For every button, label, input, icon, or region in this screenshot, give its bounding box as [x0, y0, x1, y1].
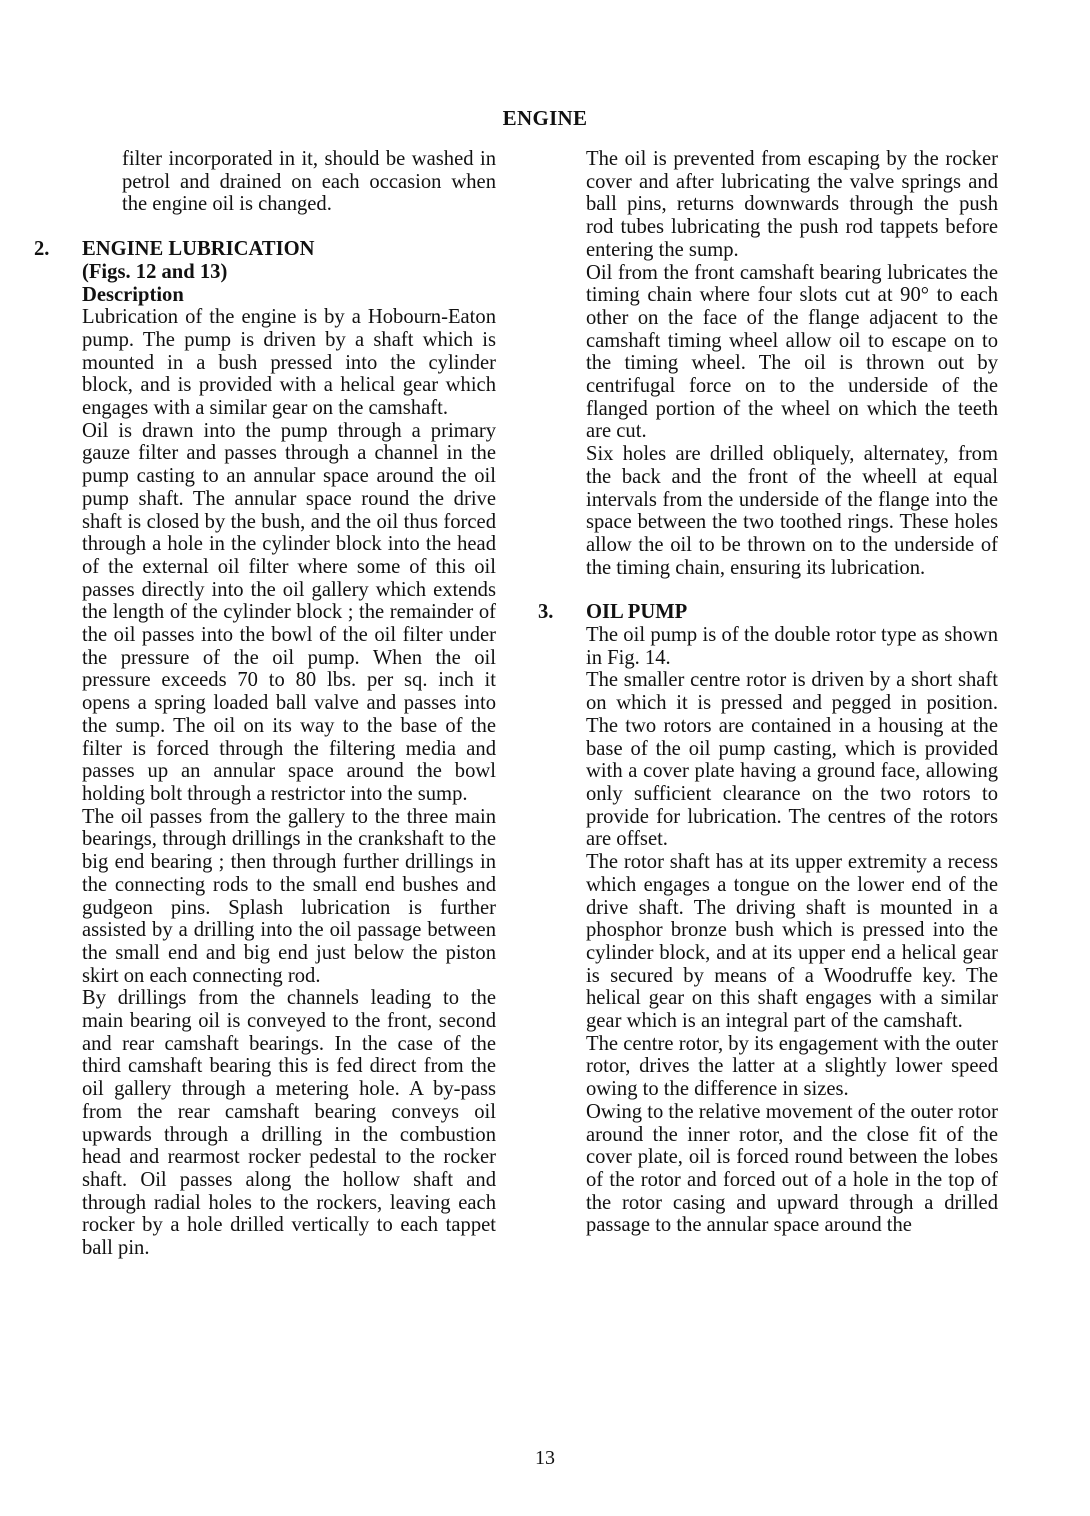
section-number: 2. — [34, 238, 50, 261]
paragraph: Six holes are drilled obliquely, alternatey, from the back and the front of the wheell at equal intervals from the underside of the flange into the space between the two toothed rings. These holes allow the oil to be thrown on to the underside of the timing chain, ensuring its lubrication. — [586, 443, 998, 579]
figure-reference: (Figs. 12 and 13) — [82, 260, 228, 283]
right-column — [538, 148, 998, 1237]
paragraph: The oil pump is of the double rotor type as shown in Fig. 14. — [586, 624, 998, 669]
paragraph: The smaller centre rotor is driven by a short shaft on which it is pressed and pegged in position. The two rotors are contained in a housing at the base of the oil pump casting, which is provided with a cover plate having a ground face, allowing only sufficient clearance on the two rotors to provide for lubrication. The centres of the rotors are offset. — [586, 669, 998, 851]
subheading-description: Description — [82, 283, 184, 306]
paragraph: By drillings from the channels leading to the main bearing oil is conveyed to the front, second and rear camshaft bearings. In the case of the third camshaft bearing this is fed direct from the oil gallery through a metering hole. A by-pass from the rear camshaft bearing conveys oil upwards through a drilling in the combustion head and rearmost rocker pedestal to the rocker shaft. Oil passes along the hollow shaft and through radial holes to the rockers, leaving each rocker by a hole drilled vertically to each tappet ball pin. — [82, 987, 496, 1260]
paragraph: The oil passes from the gallery to the three main bearings, through drillings in the crankshaft to the big end bearing ; then through further drillings in the connecting rods to the small end bushes and gudgeon pins. Splash lubrication is further assisted by a drilling into the oil passage between the small end and big end just below the piston skirt on each connecting rod. — [82, 805, 496, 987]
section-engine-lubrication — [34, 238, 496, 1260]
paragraph: Oil is drawn into the pump through a primary gauze filter and passes through a channel in the pump casting to an annular space around the oil pump shaft. The annular space round the drive shaft is closed by the bush, and the oil thus forced through a hole in the cylinder block into the head of the external oil filter where some of this oil passes directly into the oil gallery which extends the length of the cylinder block ; the remainder of the oil passes into the bowl of the oil filter under the pressure of the oil pump. When the oil pressure exceeds 70 to 80 lbs. per sq. inch it opens a spring loaded ball valve and passes into the sump. The oil on its way to the base of the filter is forced through the filtering media and passes up an annular space around the bowl holding bolt through a restrictor into the sump. — [82, 419, 496, 805]
paragraph: The oil is prevented from escaping by the rocker cover and after lubricating the valve springs and ball pins, returns downwards through the push rod tubes lubricating the push rod tappets before entering the sump. — [586, 148, 998, 261]
section-oil-pump — [538, 601, 998, 1237]
section-number: 3. — [538, 601, 554, 624]
paragraph: Oil from the front camshaft bearing lubricates the timing chain where four slots cut at 90° to each other on the face of the flange adjacent to the camshaft timing wheel allow oil to escape on to the timing wheel. The oil is thrown out by centrifugal force on to the underside of the flanged portion of the wheel on which the teeth are cut. — [586, 261, 998, 443]
intro-paragraph: filter incorporated in it, should be washed in petrol and drained on each occasion when the engine oil is changed. — [122, 148, 496, 216]
paragraph: The rotor shaft has at its upper extremity a recess which engages a tongue on the lower end of the drive shaft. The driving shaft is mounted in a phosphor bronze bush which is pressed into the cylinder block, and at its upper end a helical gear is secured by means of a Woodruffe key. The helical gear on this shaft engages with a similar gear which is an integral part of the camshaft. — [586, 851, 998, 1033]
page-header: ENGINE — [502, 106, 588, 130]
paragraph: Owing to the relative movement of the outer rotor around the inner rotor, and the close fit of the cover plate, oil is forced round between the lobes of the rotor and forced out of a hole in the top of the rotor casing and upward through a drilled passage to the annular space around the — [586, 1100, 998, 1237]
page-number: 13 — [535, 1447, 555, 1469]
section-title: OIL PUMP — [586, 601, 688, 624]
section-title: ENGINE LUBRICATION — [82, 238, 315, 261]
left-column — [34, 148, 496, 1260]
paragraph: The centre rotor, by its engagement with the outer rotor, drives the latter at a slightly lower speed owing to the difference in sizes. — [586, 1032, 998, 1101]
paragraph: Lubrication of the engine is by a Hobourn-Eaton pump. The pump is driven by a shaft which is mounted in a bush pressed into the cylinder block, and is provided with a helical gear which engages with a similar gear on the camshaft. — [82, 306, 496, 420]
